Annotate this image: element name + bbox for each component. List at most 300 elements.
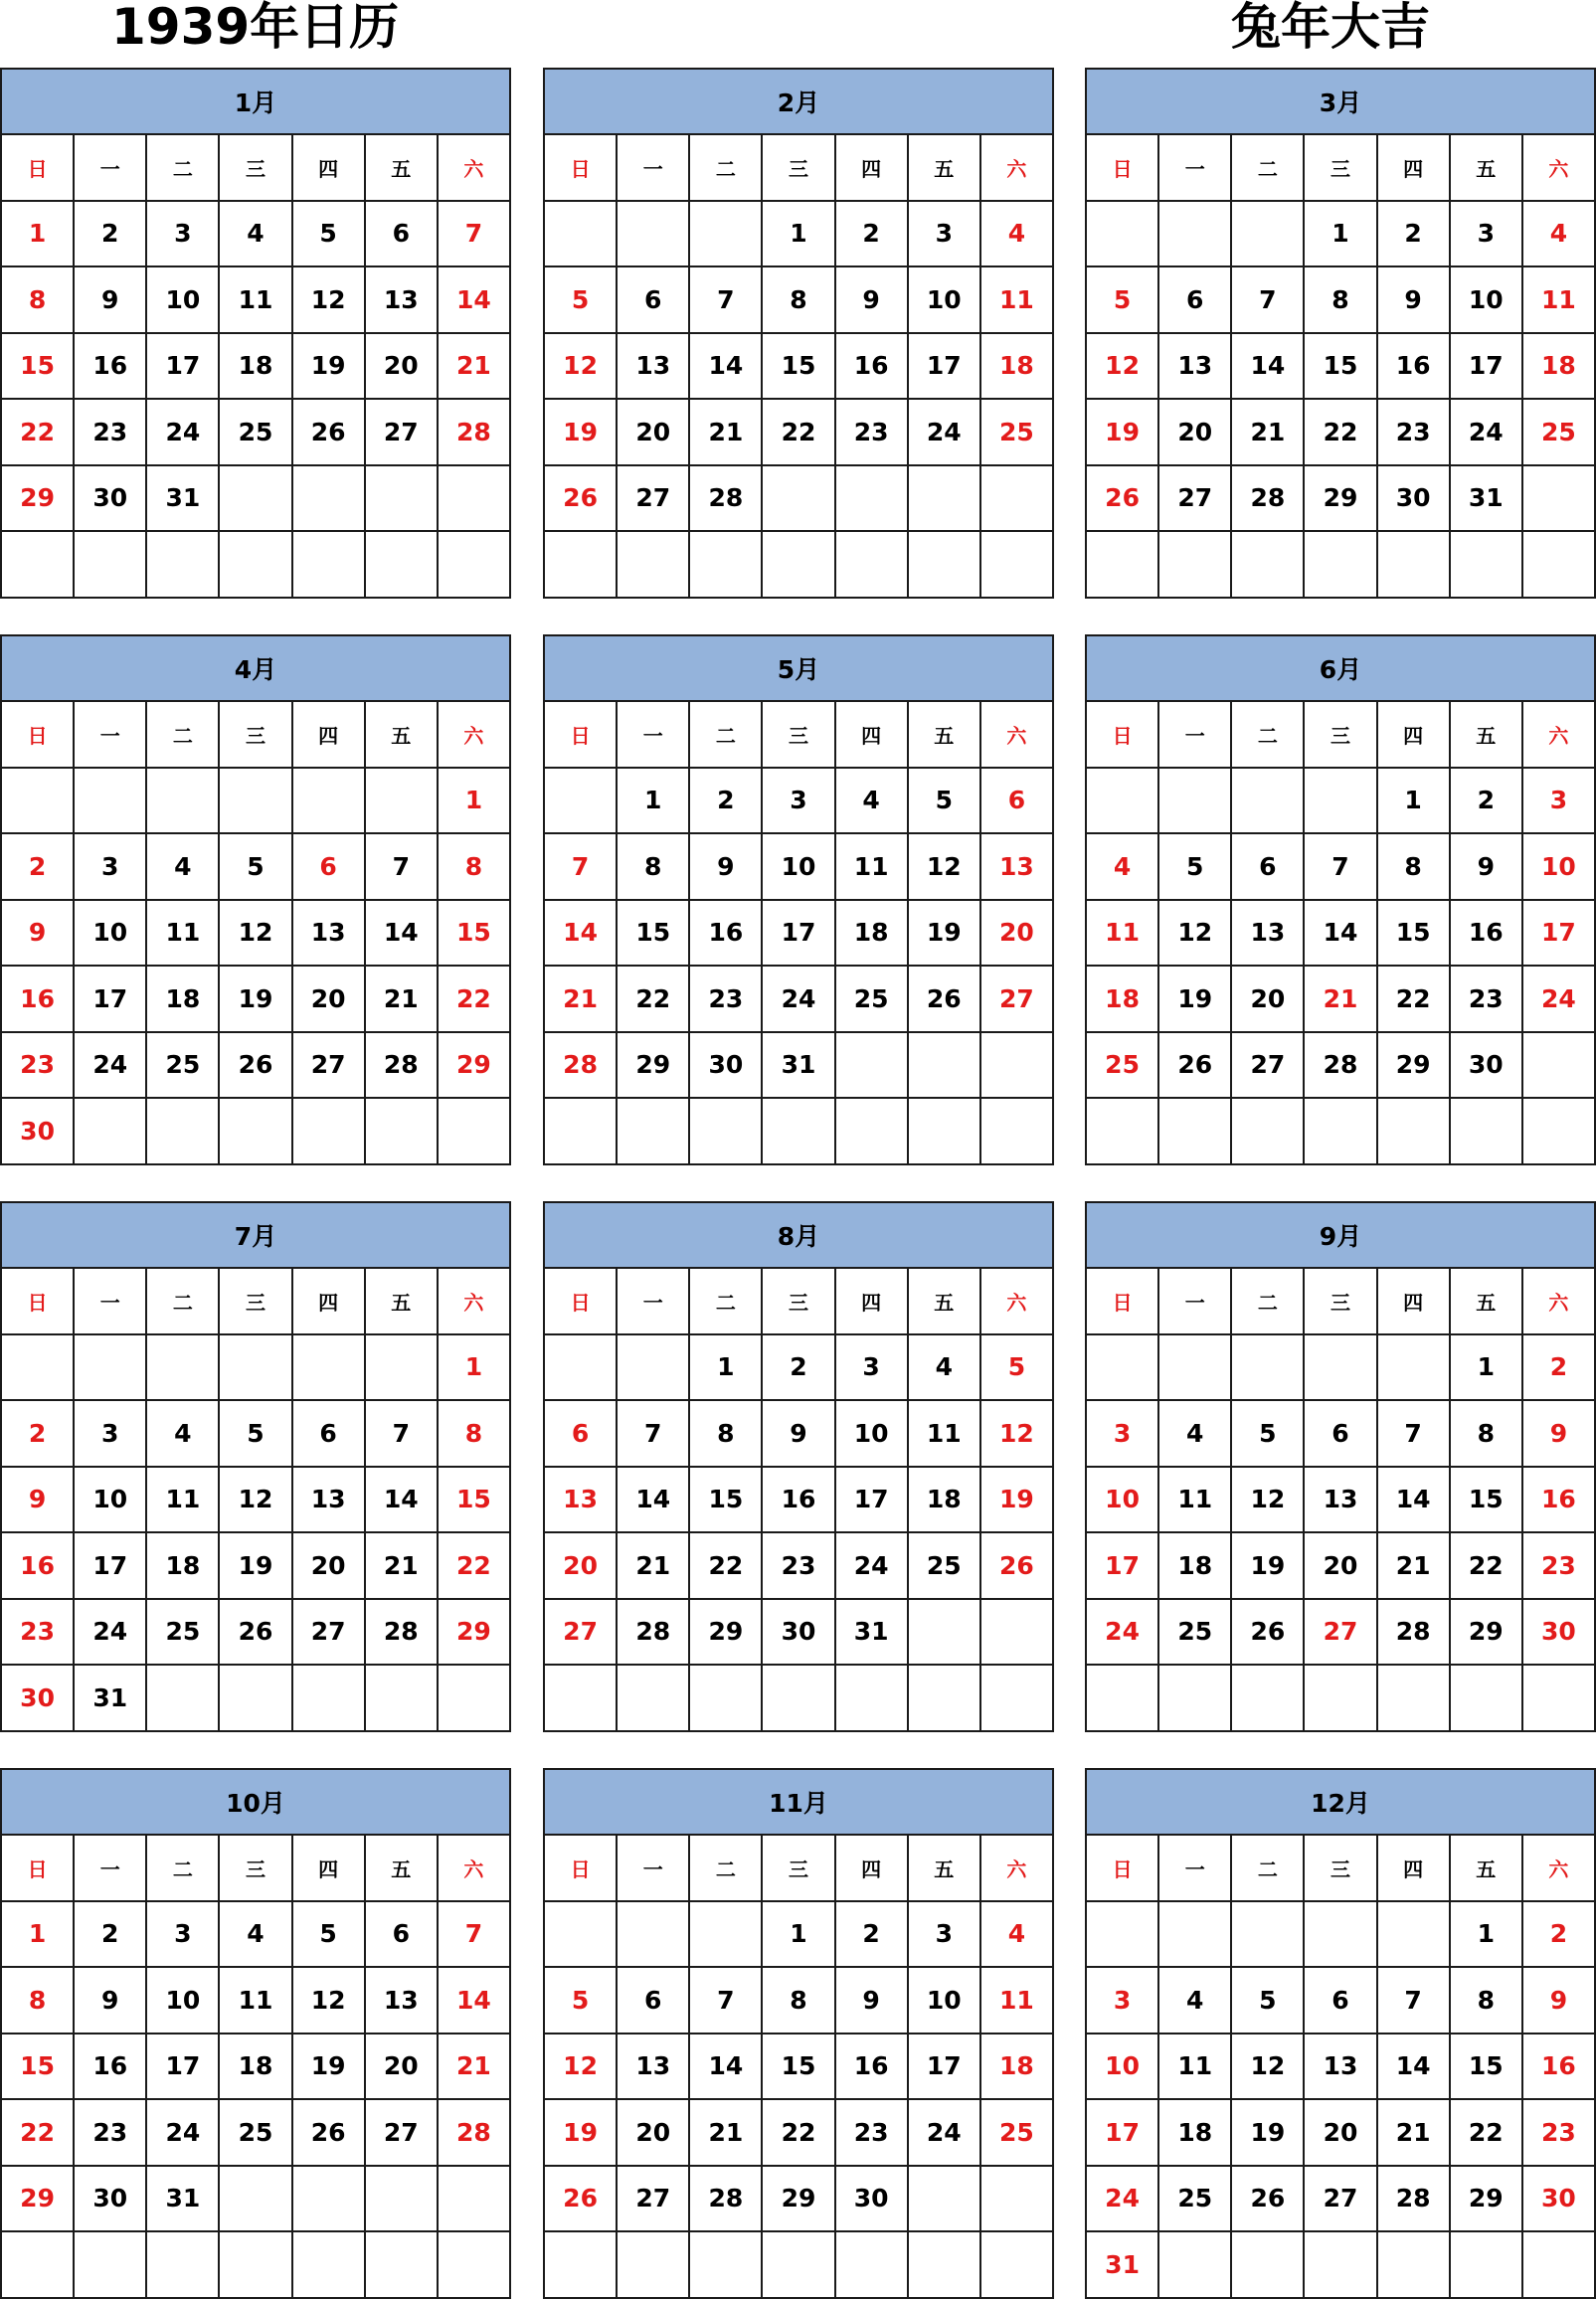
day-cell: 2 [1523, 1902, 1596, 1969]
weekday-header: 五 [909, 702, 981, 769]
empty-cell [836, 466, 909, 533]
weekday-header: 一 [75, 702, 147, 769]
day-cell: 19 [545, 400, 618, 466]
day-cell: 7 [366, 1401, 439, 1468]
weekday-header: 二 [147, 1269, 220, 1335]
day-cell: 29 [439, 1600, 511, 1667]
day-cell: 27 [1305, 1600, 1377, 1667]
day-cell: 1 [618, 769, 690, 835]
empty-cell [690, 202, 763, 268]
day-cell: 30 [75, 2167, 147, 2233]
empty-cell [1451, 1666, 1523, 1732]
day-cell: 14 [1305, 901, 1377, 968]
empty-cell [909, 1666, 981, 1732]
day-cell: 29 [2, 466, 75, 533]
day-cell: 21 [366, 1533, 439, 1600]
day-cell: 31 [836, 1600, 909, 1667]
empty-cell [981, 1600, 1054, 1667]
empty-cell [147, 1666, 220, 1732]
day-cell: 1 [763, 1902, 835, 1969]
day-cell: 2 [690, 769, 763, 835]
day-cell: 2 [2, 1401, 75, 1468]
month-title: 1月 [2, 70, 511, 135]
day-cell: 20 [366, 2035, 439, 2101]
day-cell: 7 [1232, 267, 1305, 334]
day-cell: 17 [763, 901, 835, 968]
day-cell: 3 [75, 834, 147, 901]
day-cell: 8 [2, 267, 75, 334]
empty-cell [366, 2167, 439, 2233]
empty-cell [147, 769, 220, 835]
empty-cell [1523, 466, 1596, 533]
day-cell: 1 [1451, 1335, 1523, 1402]
day-cell: 20 [618, 400, 690, 466]
day-cell: 4 [1159, 1401, 1232, 1468]
day-cell: 5 [1159, 834, 1232, 901]
day-cell: 4 [220, 1902, 292, 1969]
day-cell: 24 [75, 1600, 147, 1667]
day-cell: 9 [2, 1468, 75, 1534]
empty-cell [909, 1099, 981, 1165]
day-cell: 11 [147, 901, 220, 968]
day-cell: 20 [1305, 2100, 1377, 2167]
day-cell: 28 [439, 400, 511, 466]
month-title: 2月 [545, 70, 1054, 135]
day-cell: 28 [690, 466, 763, 533]
day-cell: 4 [981, 1902, 1054, 1969]
day-cell: 25 [220, 2100, 292, 2167]
day-cell: 30 [2, 1099, 75, 1165]
empty-cell [439, 532, 511, 599]
weekday-header: 日 [1087, 1269, 1159, 1335]
day-cell: 16 [2, 967, 75, 1033]
empty-cell [836, 1033, 909, 1100]
day-cell: 26 [1087, 466, 1159, 533]
day-grid [2, 702, 511, 1165]
day-cell: 26 [909, 967, 981, 1033]
day-cell: 20 [293, 967, 366, 1033]
day-cell: 26 [545, 466, 618, 533]
day-cell: 27 [293, 1033, 366, 1100]
day-cell: 3 [1087, 1968, 1159, 2035]
weekday-header: 三 [763, 1836, 835, 1902]
weekday-header: 一 [75, 135, 147, 202]
day-cell: 4 [220, 202, 292, 268]
day-cell: 22 [439, 967, 511, 1033]
empty-cell [545, 2232, 618, 2299]
empty-cell [1378, 1666, 1451, 1732]
day-cell: 27 [1232, 1033, 1305, 1100]
empty-cell [1087, 1335, 1159, 1402]
month-title: 12月 [1087, 1770, 1596, 1836]
empty-cell [220, 532, 292, 599]
weekday-header: 六 [1523, 702, 1596, 769]
day-cell: 2 [1451, 769, 1523, 835]
day-cell: 23 [75, 400, 147, 466]
day-cell: 11 [1523, 267, 1596, 334]
day-cell: 10 [1523, 834, 1596, 901]
day-cell: 19 [220, 967, 292, 1033]
empty-cell [1159, 532, 1232, 599]
empty-cell [763, 1099, 835, 1165]
day-cell: 31 [75, 1666, 147, 1732]
weekday-header: 二 [1232, 1836, 1305, 1902]
day-cell: 3 [1451, 202, 1523, 268]
day-cell: 13 [618, 2035, 690, 2101]
day-cell: 12 [981, 1401, 1054, 1468]
day-cell: 20 [1159, 400, 1232, 466]
day-cell: 2 [1378, 202, 1451, 268]
day-cell: 1 [1305, 202, 1377, 268]
day-cell: 20 [1305, 1533, 1377, 1600]
day-cell: 15 [690, 1468, 763, 1534]
empty-cell [763, 1666, 835, 1732]
day-cell: 2 [763, 1335, 835, 1402]
day-cell: 10 [1451, 267, 1523, 334]
day-grid [2, 135, 511, 599]
month-calendar [0, 68, 511, 599]
empty-cell [618, 1099, 690, 1165]
day-cell: 29 [439, 1033, 511, 1100]
day-cell: 15 [2, 334, 75, 401]
day-cell: 9 [836, 1968, 909, 2035]
empty-cell [1232, 202, 1305, 268]
empty-cell [293, 466, 366, 533]
day-cell: 11 [1087, 901, 1159, 968]
weekday-header: 二 [1232, 1269, 1305, 1335]
day-cell: 9 [763, 1401, 835, 1468]
day-cell: 30 [2, 1666, 75, 1732]
day-cell: 23 [2, 1600, 75, 1667]
day-cell: 18 [1087, 967, 1159, 1033]
weekday-header: 一 [618, 1269, 690, 1335]
day-cell: 19 [1087, 400, 1159, 466]
day-cell: 12 [1232, 1468, 1305, 1534]
empty-cell [1378, 2232, 1451, 2299]
day-cell: 13 [1232, 901, 1305, 968]
day-cell: 29 [1305, 466, 1377, 533]
weekday-header: 六 [981, 1269, 1054, 1335]
day-cell: 13 [366, 1968, 439, 2035]
empty-cell [1378, 532, 1451, 599]
day-cell: 16 [836, 334, 909, 401]
month-title: 7月 [2, 1203, 511, 1269]
day-cell: 13 [1159, 334, 1232, 401]
empty-cell [618, 2232, 690, 2299]
weekday-header: 二 [147, 1836, 220, 1902]
day-cell: 19 [1232, 2100, 1305, 2167]
day-cell: 8 [763, 267, 835, 334]
day-cell: 9 [1378, 267, 1451, 334]
weekday-header: 四 [293, 1836, 366, 1902]
empty-cell [220, 769, 292, 835]
empty-cell [909, 1600, 981, 1667]
weekday-header: 六 [981, 702, 1054, 769]
month-calendar [1085, 68, 1596, 599]
day-cell: 18 [981, 2035, 1054, 2101]
day-cell: 6 [981, 769, 1054, 835]
day-cell: 7 [1378, 1968, 1451, 2035]
empty-cell [1232, 1902, 1305, 1969]
day-cell: 14 [1378, 1468, 1451, 1534]
day-cell: 24 [147, 400, 220, 466]
weekday-header: 一 [1159, 135, 1232, 202]
month-title: 10月 [2, 1770, 511, 1836]
day-cell: 25 [836, 967, 909, 1033]
day-cell: 3 [1087, 1401, 1159, 1468]
empty-cell [2, 769, 75, 835]
day-cell: 26 [981, 1533, 1054, 1600]
day-cell: 17 [1451, 334, 1523, 401]
day-cell: 10 [147, 1968, 220, 2035]
day-cell: 9 [690, 834, 763, 901]
day-cell: 23 [836, 400, 909, 466]
day-grid [1087, 135, 1596, 599]
day-cell: 24 [1087, 1600, 1159, 1667]
weekday-header: 三 [220, 1836, 292, 1902]
page-slogan: 兔年大吉 [1231, 0, 1430, 56]
weekday-header: 一 [1159, 702, 1232, 769]
empty-cell [836, 532, 909, 599]
empty-cell [909, 532, 981, 599]
day-cell: 12 [909, 834, 981, 901]
day-cell: 5 [909, 769, 981, 835]
day-cell: 27 [618, 466, 690, 533]
empty-cell [690, 1666, 763, 1732]
day-cell: 15 [1305, 334, 1377, 401]
weekday-header: 四 [836, 1836, 909, 1902]
day-cell: 20 [981, 901, 1054, 968]
empty-cell [1232, 769, 1305, 835]
day-cell: 6 [1232, 834, 1305, 901]
empty-cell [220, 2167, 292, 2233]
weekday-header: 日 [2, 1269, 75, 1335]
day-cell: 27 [293, 1600, 366, 1667]
empty-cell [981, 1666, 1054, 1732]
day-cell: 29 [2, 2167, 75, 2233]
day-cell: 20 [1232, 967, 1305, 1033]
empty-cell [1523, 532, 1596, 599]
empty-cell [1159, 202, 1232, 268]
empty-cell [981, 1099, 1054, 1165]
day-cell: 7 [545, 834, 618, 901]
day-cell: 6 [618, 1968, 690, 2035]
day-grid [545, 1836, 1054, 2299]
day-cell: 6 [366, 1902, 439, 1969]
empty-cell [439, 466, 511, 533]
day-cell: 25 [1087, 1033, 1159, 1100]
empty-cell [836, 1099, 909, 1165]
month-calendar [543, 68, 1054, 599]
empty-cell [75, 1335, 147, 1402]
day-cell: 26 [1232, 2167, 1305, 2233]
empty-cell [293, 1335, 366, 1402]
day-cell: 3 [909, 1902, 981, 1969]
day-cell: 22 [1305, 400, 1377, 466]
weekday-header: 三 [763, 702, 835, 769]
empty-cell [836, 1666, 909, 1732]
day-cell: 10 [147, 267, 220, 334]
weekday-header: 日 [545, 702, 618, 769]
empty-cell [439, 2232, 511, 2299]
day-cell: 15 [763, 2035, 835, 2101]
day-cell: 6 [545, 1401, 618, 1468]
weekday-header: 三 [1305, 135, 1377, 202]
weekday-header: 三 [220, 1269, 292, 1335]
day-cell: 23 [2, 1033, 75, 1100]
day-cell: 24 [1087, 2167, 1159, 2233]
empty-cell [545, 1099, 618, 1165]
day-cell: 31 [147, 2167, 220, 2233]
day-cell: 30 [690, 1033, 763, 1100]
empty-cell [1232, 1099, 1305, 1165]
day-cell: 7 [1378, 1401, 1451, 1468]
day-cell: 12 [545, 334, 618, 401]
day-cell: 23 [1523, 2100, 1596, 2167]
day-cell: 14 [1378, 2035, 1451, 2101]
empty-cell [75, 532, 147, 599]
day-cell: 26 [220, 1033, 292, 1100]
day-cell: 22 [1451, 2100, 1523, 2167]
weekday-header: 日 [2, 1836, 75, 1902]
empty-cell [545, 1335, 618, 1402]
day-cell: 16 [690, 901, 763, 968]
empty-cell [909, 2167, 981, 2233]
weekday-header: 二 [147, 135, 220, 202]
day-cell: 15 [439, 901, 511, 968]
empty-cell [763, 532, 835, 599]
day-cell: 22 [763, 2100, 835, 2167]
day-grid [2, 1836, 511, 2299]
day-cell: 5 [1232, 1401, 1305, 1468]
weekday-header: 二 [1232, 702, 1305, 769]
day-cell: 24 [1451, 400, 1523, 466]
day-cell: 2 [75, 1902, 147, 1969]
day-cell: 10 [1087, 1468, 1159, 1534]
day-cell: 19 [545, 2100, 618, 2167]
day-cell: 28 [690, 2167, 763, 2233]
day-cell: 8 [2, 1968, 75, 2035]
weekday-header: 六 [1523, 1836, 1596, 1902]
day-cell: 26 [293, 400, 366, 466]
empty-cell [690, 2232, 763, 2299]
day-cell: 4 [147, 834, 220, 901]
month-title: 6月 [1087, 636, 1596, 702]
weekday-header: 五 [1451, 702, 1523, 769]
empty-cell [439, 1666, 511, 1732]
weekday-header: 五 [366, 1269, 439, 1335]
weekday-header: 六 [981, 1836, 1054, 1902]
empty-cell [981, 532, 1054, 599]
weekday-header: 一 [618, 1836, 690, 1902]
day-cell: 7 [1305, 834, 1377, 901]
day-grid [545, 1269, 1054, 1732]
empty-cell [690, 1902, 763, 1969]
empty-cell [1305, 1902, 1377, 1969]
day-cell: 22 [1451, 1533, 1523, 1600]
empty-cell [1378, 1902, 1451, 1969]
empty-cell [1305, 1099, 1377, 1165]
day-cell: 24 [909, 400, 981, 466]
weekday-header: 二 [690, 1269, 763, 1335]
day-cell: 14 [618, 1468, 690, 1534]
day-cell: 13 [1305, 2035, 1377, 2101]
day-cell: 1 [439, 769, 511, 835]
day-cell: 9 [2, 901, 75, 968]
weekday-header: 四 [836, 135, 909, 202]
day-grid [2, 1269, 511, 1732]
weekday-header: 三 [1305, 1836, 1377, 1902]
empty-cell [618, 532, 690, 599]
empty-cell [545, 532, 618, 599]
day-cell: 16 [1523, 2035, 1596, 2101]
day-cell: 13 [545, 1468, 618, 1534]
day-cell: 19 [293, 334, 366, 401]
day-cell: 14 [1232, 334, 1305, 401]
day-cell: 19 [1159, 967, 1232, 1033]
day-cell: 4 [836, 769, 909, 835]
weekday-header: 一 [1159, 1836, 1232, 1902]
day-cell: 15 [763, 334, 835, 401]
weekday-header: 二 [147, 702, 220, 769]
empty-cell [618, 202, 690, 268]
day-cell: 5 [220, 834, 292, 901]
weekday-header: 五 [366, 135, 439, 202]
day-cell: 17 [147, 334, 220, 401]
day-cell: 12 [1159, 901, 1232, 968]
day-cell: 13 [366, 267, 439, 334]
month-title: 8月 [545, 1203, 1054, 1269]
day-cell: 1 [690, 1335, 763, 1402]
weekday-header: 五 [366, 1836, 439, 1902]
day-cell: 2 [836, 202, 909, 268]
empty-cell [293, 1099, 366, 1165]
day-cell: 6 [293, 1401, 366, 1468]
empty-cell [1378, 1099, 1451, 1165]
empty-cell [366, 1666, 439, 1732]
day-cell: 17 [909, 334, 981, 401]
day-cell: 4 [1523, 202, 1596, 268]
weekday-header: 五 [909, 1836, 981, 1902]
day-cell: 10 [763, 834, 835, 901]
weekday-header: 六 [439, 1269, 511, 1335]
day-cell: 22 [763, 400, 835, 466]
empty-cell [1159, 1335, 1232, 1402]
day-cell: 4 [1159, 1968, 1232, 2035]
day-cell: 19 [909, 901, 981, 968]
weekday-header: 四 [1378, 1836, 1451, 1902]
day-cell: 19 [220, 1533, 292, 1600]
day-cell: 8 [618, 834, 690, 901]
day-cell: 17 [75, 967, 147, 1033]
empty-cell [293, 769, 366, 835]
day-cell: 24 [147, 2100, 220, 2167]
weekday-header: 日 [545, 1836, 618, 1902]
day-cell: 8 [1451, 1968, 1523, 2035]
day-cell: 19 [293, 2035, 366, 2101]
day-cell: 11 [909, 1401, 981, 1468]
day-cell: 17 [909, 2035, 981, 2101]
day-cell: 16 [1378, 334, 1451, 401]
day-cell: 6 [618, 267, 690, 334]
empty-cell [1159, 2232, 1232, 2299]
day-cell: 10 [836, 1401, 909, 1468]
day-cell: 30 [836, 2167, 909, 2233]
day-cell: 6 [366, 202, 439, 268]
empty-cell [366, 1335, 439, 1402]
day-cell: 23 [690, 967, 763, 1033]
weekday-header: 六 [1523, 135, 1596, 202]
